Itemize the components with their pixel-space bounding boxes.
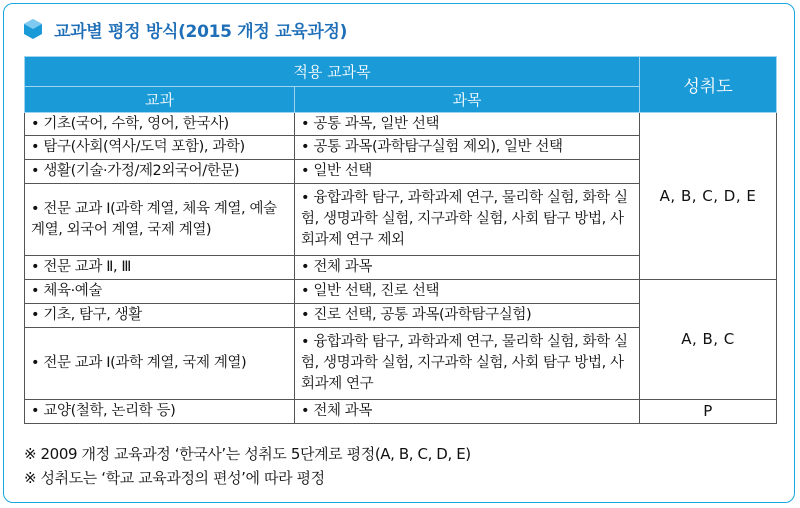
footnote: ※ 성취도는 ‘학교 교육과정의 편성’에 따라 평정 xyxy=(24,469,325,487)
subject-group-cell: • 체육·예술 xyxy=(25,280,295,304)
subject-group-cell: • 기초, 탐구, 생활 xyxy=(25,304,295,328)
section-heading xyxy=(22,14,347,44)
subjects-cell: • 일반 선택, 진로 선택 xyxy=(295,280,640,304)
subjects-cell: • 일반 선택 xyxy=(295,160,640,184)
footnotes xyxy=(24,442,471,490)
grading-table xyxy=(24,56,777,424)
subject-group-cell: • 탐구(사회(역사/도덕 포함), 과학) xyxy=(25,136,295,160)
subject-group-cell: • 전문 교과 Ⅱ, Ⅲ xyxy=(25,256,295,280)
subjects-cell: • 전체 과목 xyxy=(295,400,640,424)
subjects-cell: • 전체 과목 xyxy=(295,256,640,280)
header-subject-group: 교과 xyxy=(25,87,295,113)
table-row xyxy=(25,113,777,136)
table-row xyxy=(25,400,777,424)
subject-group-cell: • 전문 교과 Ⅰ(과학 계열, 체육 계열, 예술 계열, 외국어 계열, 국제 계열) xyxy=(25,184,295,256)
grade-cell: P xyxy=(640,400,777,424)
subject-group-cell: • 전문 교과 Ⅰ(과학 계열, 국제 계열) xyxy=(25,328,295,400)
header-subject: 과목 xyxy=(295,87,640,113)
page-title: 교과별 평정 방식(2015 개정 교육과정) xyxy=(54,21,348,42)
subjects-cell: • 진로 선택, 공통 과목(과학탐구실험) xyxy=(295,304,640,328)
subjects-cell: • 공통 과목, 일반 선택 xyxy=(295,113,640,136)
subjects-cell: • 공통 과목(과학탐구실험 제외), 일반 선택 xyxy=(295,136,640,160)
subject-group-cell: • 기초(국어, 수학, 영어, 한국사) xyxy=(25,113,295,136)
header-achievement: 성취도 xyxy=(640,57,777,113)
grade-cell: A, B, C, D, E xyxy=(640,113,777,280)
grade-cell: A, B, C xyxy=(640,280,777,400)
header-applied-subjects: 적용 교과목 xyxy=(25,57,640,87)
subjects-cell: • 융합과학 탐구, 과학과제 연구, 물리학 실험, 화학 실험, 생명과학 실험, 지구과학 실험, 사회 탐구 방법, 사회과제 연구 xyxy=(295,328,640,400)
table-row xyxy=(25,280,777,304)
hexagon-icon xyxy=(22,18,44,40)
subject-group-cell: • 교양(철학, 논리학 등) xyxy=(25,400,295,424)
footnote: ※ 2009 개정 교육과정 ‘한국사’는 성취도 5단계로 평정(A, B, C, D, E) xyxy=(24,445,471,463)
subjects-cell: • 융합과학 탐구, 과학과제 연구, 물리학 실험, 화학 실험, 생명과학 실험, 지구과학 실험, 사회 탐구 방법, 사회과제 연구 제외 xyxy=(295,184,640,256)
subject-group-cell: • 생활(기술·가정/제2외국어/한문) xyxy=(25,160,295,184)
